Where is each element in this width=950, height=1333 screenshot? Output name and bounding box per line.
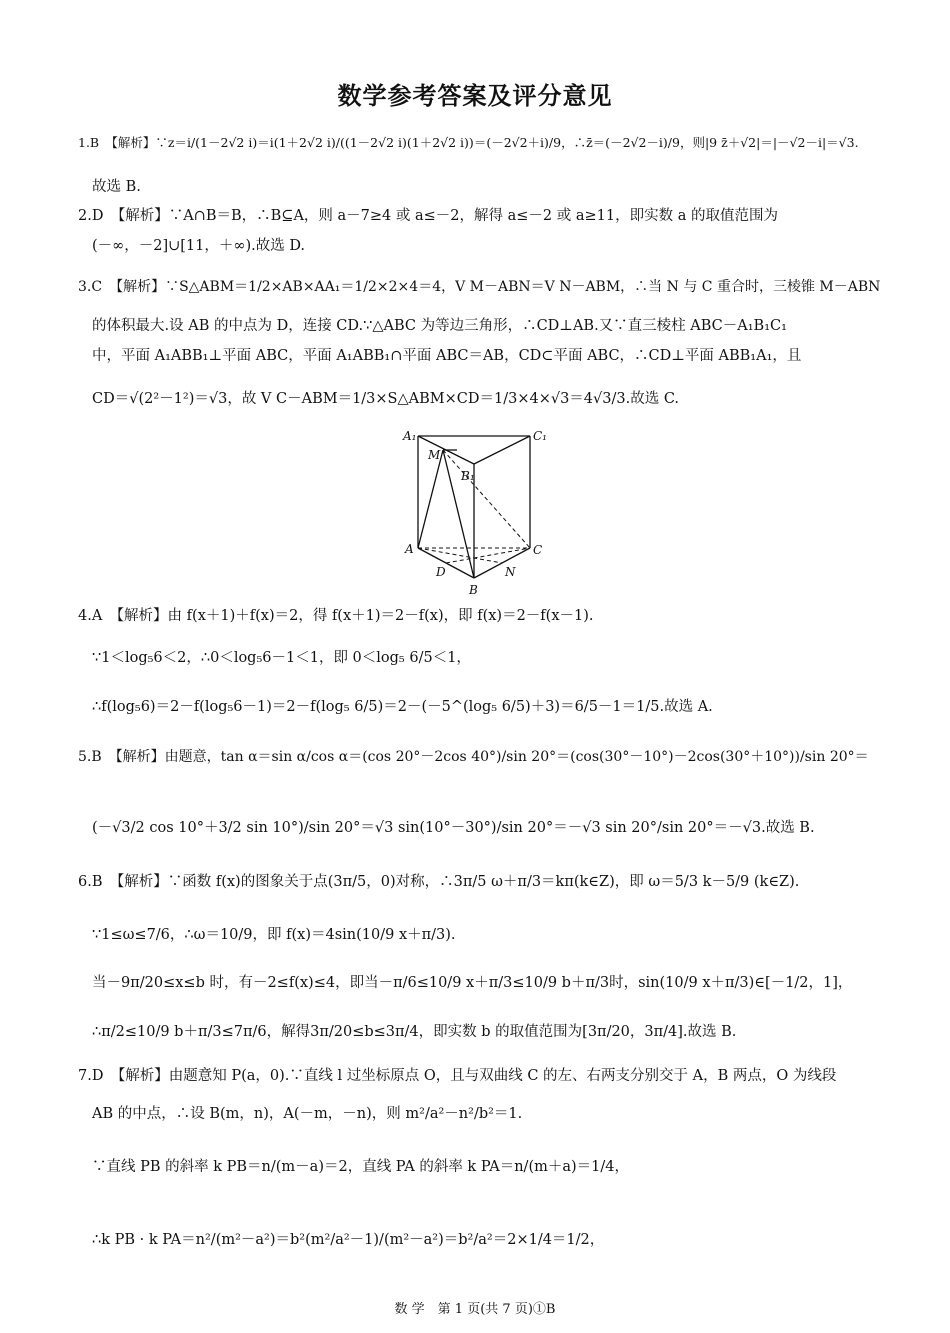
page-title: 数学参考答案及评分意见 <box>337 82 613 110</box>
prism-figure <box>395 426 555 598</box>
solution-line: 的体积最大.设 AB 的中点为 D，连接 CD.∵△ABC 为等边三角形，∴CD⊥AB.又∵直三棱柱 ABC－A₁B₁C₁ <box>92 318 787 334</box>
label-B: B <box>469 583 478 597</box>
solution-line: AB 的中点，∴设 B(m，n)，A(－m，－n)，则 m²/a²－n²/b²＝1. <box>92 1106 523 1122</box>
solution-line: ∴f(log₅6)＝2－f(log₅6－1)＝2－f(log₅ 6/5)＝2－(－5^(log₅ 6/5)＋3)＝6/5－1＝1/5.故选 A. <box>92 699 713 715</box>
solution-line: 4.A 【解析】由 f(x＋1)＋f(x)＝2，得 f(x＋1)＝2－f(x)，即 f(x)＝2－f(x－1). <box>78 608 594 624</box>
solution-line: ∴π/2≤10/9 b＋π/3≤7π/6，解得3π/20≤b≤3π/4，即实数 b 的取值范围为[3π/20，3π/4].故选 B. <box>92 1024 737 1040</box>
label-B1: B₁ <box>461 469 475 483</box>
solution-line: ∵1＜log₅6＜2，∴0＜log₅6－1＜1，即 0＜log₅ 6/5＜1， <box>92 650 471 666</box>
label-C: C <box>533 543 543 557</box>
label-A1: A₁ <box>403 429 417 443</box>
label-M: M <box>428 448 441 462</box>
solution-line: 2.D 【解析】∵A∩B＝B，∴B⊆A，则 a－7≥4 或 a≤－2，解得 a≤－2 或 a≥11，即实数 a 的取值范围为 <box>78 208 778 224</box>
solution-line: ∴k PB · k PA＝n²/(m²－a²)＝b²(m²/a²－1)/(m²－a²)＝b²/a²＝2×1/4＝1/2， <box>92 1232 605 1248</box>
solution-line: 6.B 【解析】∵函数 f(x)的图象关于点(3π/5，0)对称，∴3π/5 ω＋π/3＝kπ(k∈Z)，即 ω＝5/3 k－5/9 (k∈Z). <box>78 874 800 890</box>
solution-line: (－√3/2 cos 10°＋3/2 sin 10°)/sin 20°＝√3 sin(10°－30°)/sin 20°＝－√3 sin 20°/sin 20°＝－√3.故选 B. <box>92 820 815 836</box>
solution-line: 5.B 【解析】由题意，tan α＝sin α/cos α＝(cos 20°－2cos 40°)/sin 20°＝(cos(30°－10°)－2cos(30°＋10°))/sin 20°＝ <box>78 749 869 765</box>
solution-line: ∵直线 PB 的斜率 k PB＝n/(m－a)＝2，直线 PA 的斜率 k PA＝n/(m＋a)＝1/4， <box>92 1159 629 1175</box>
solution-line: 7.D 【解析】由题意知 P(a，0).∵直线 l 过坐标原点 O，且与双曲线 C 的左、右两支分别交于 A，B 两点，O 为线段 <box>78 1068 837 1084</box>
solution-line: 3.C 【解析】∵S△ABM＝1/2×AB×AA₁＝1/2×2×4＝4，V M－ABN＝V N－ABM，∴当 N 与 C 重合时，三棱锥 M－ABN <box>78 279 881 295</box>
label-N: N <box>505 565 516 579</box>
label-A: A <box>405 542 414 556</box>
solution-line: 故选 B. <box>92 179 141 195</box>
solution-line: 当－9π/20≤x≤b 时，有－2≤f(x)≤4，即当－π/6≤10/9 x＋π/3≤10/9 b＋π/3时，sin(10/9 x＋π/3)∈[－1/2，1]， <box>92 975 853 991</box>
label-D: D <box>436 565 446 579</box>
solution-line: ∵1≤ω≤7/6，∴ω＝10/9，即 f(x)＝4sin(10/9 x＋π/3). <box>92 927 456 943</box>
page-footer: 数 学 第 1 页(共 7 页)①B <box>394 1302 556 1317</box>
solution-line: 中，平面 A₁ABB₁⊥平面 ABC，平面 A₁ABB₁∩平面 ABC＝AB，CD⊂平面 ABC，∴CD⊥平面 ABB₁A₁，且 <box>92 348 802 364</box>
solution-line: (－∞，－2]∪[11，＋∞).故选 D. <box>92 238 306 254</box>
solution-line: 1.B 【解析】∵z＝i/(1－2√2 i)＝i(1＋2√2 i)/((1－2√2 i)(1＋2√2 i))＝(－2√2＋i)/9，∴z̄＝(－2√2－i)/9，则|9 z̄＋√2|＝|－√2－i|＝√3. <box>78 135 859 150</box>
solution-line: CD＝√(2²－1²)＝√3，故 V C－ABM＝1/3×S△ABM×CD＝1/3×4×√3＝4√3/3.故选 C. <box>92 391 680 407</box>
label-C1: C₁ <box>533 429 547 443</box>
